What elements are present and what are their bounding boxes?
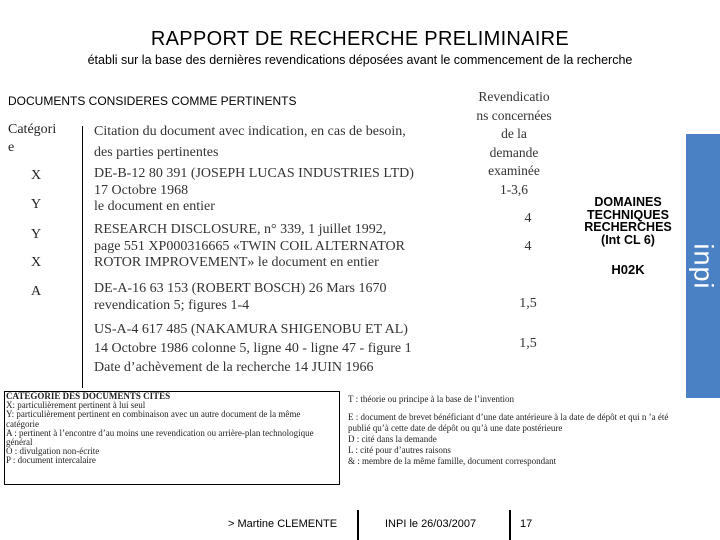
technical-domains-line: DOMAINES [594, 195, 662, 209]
category-code: X [30, 255, 42, 270]
legend-spacer [348, 405, 678, 412]
citation-line: DE-B-12 80 391 (JOSEPH LUCAS INDUSTRIES LTD) [94, 166, 414, 181]
legend-item: X: particulièrement pertinent à lui seul [6, 400, 146, 411]
column-header-claims-line: demande [489, 144, 539, 160]
column-header-claims [470, 88, 558, 199]
citation-entry [94, 222, 474, 272]
legend-item: E : document de brevet bénéficiant d’une date antérieure à la date de dépôt et qui n ’a été publié qu’à cette date de dépôt ou qu’à une date postérieure [348, 412, 669, 433]
column-header-category-line: e [8, 140, 15, 155]
column-header-claims-line: de la [501, 126, 527, 141]
inpi-logo-text: inpi [688, 242, 719, 290]
claims-value: 1,5 [519, 296, 537, 311]
citation-line: DE-A-16 63 153 (ROBERT BOSCH) 26 Mars 1670 [94, 281, 387, 296]
inpi-logo [686, 134, 720, 398]
legend-heading: CATEGORIE DES DOCUMENTS CITES [6, 391, 171, 401]
column-header-claims-line: 1-3,6 [499, 181, 529, 197]
citation-entry [94, 166, 474, 216]
column-header-claims-line: examinée [488, 163, 540, 178]
page-number: 17 [520, 518, 533, 530]
claims-value: 4 [524, 239, 532, 254]
footer-divider [357, 510, 359, 540]
page-title: RAPPORT DE RECHERCHE PRELIMINAIRE [150, 28, 570, 50]
legend-item: P : document intercalaire [6, 455, 96, 466]
claims-value: 1,5 [519, 336, 537, 351]
legend-item: L : cité pour d’autres raisons [348, 445, 451, 455]
technical-domains-line: (Int CL 6) [601, 232, 655, 247]
citation-line: revendication 5; figures 1-4 [94, 297, 250, 313]
footer-org-date: INPI le 26/03/2007 [385, 518, 477, 530]
legend-item: & : membre de la même famille, document correspondant [348, 456, 557, 466]
citation-line: 14 Octobre 1986 colonne 5, ligne 40 - ligne 47 - figure 1 [94, 341, 412, 356]
footer-divider [509, 510, 511, 540]
domain-code: H02K [611, 262, 645, 277]
citation-line: le document en entier [94, 199, 215, 214]
citation-line: page 551 XP000316665 «TWIN COIL ALTERNATOR [94, 238, 405, 254]
technical-domains-line: RECHERCHES [584, 220, 672, 234]
citation-entry [94, 281, 474, 314]
column-header-citation-line: des parties pertinentes [94, 145, 219, 160]
citation-entry [94, 320, 474, 377]
category-code: A [30, 284, 42, 299]
column-header-citation-line: Citation du document avec indication, en cas de besoin, [94, 124, 406, 139]
legend-item: T : théorie ou principe à la base de l’invention [348, 394, 515, 404]
category-code: X [30, 168, 42, 183]
column-header-claims-line: ns concernées [476, 107, 552, 123]
technical-domains [572, 196, 684, 246]
column-divider [82, 126, 83, 388]
citation-line: ROTOR IMPROVEMENT» le document en entier [94, 255, 379, 270]
legend-categories [6, 392, 331, 466]
column-header-category [8, 121, 56, 157]
legend-item: D : cité dans la demande [348, 434, 437, 444]
legend-references [348, 394, 678, 467]
category-code: Y [30, 227, 42, 242]
category-code: Y [30, 197, 42, 212]
citation-line: RESEARCH DISCLOSURE, n° 339, 1 juillet 1992, [94, 222, 387, 237]
technical-domains-line: TECHNIQUES [587, 207, 669, 222]
section-heading: DOCUMENTS CONSIDERES COMME PERTINENTS [8, 94, 297, 108]
legend-item: Y: particulièrement pertinent en combinaison avec un autre document de la même catégorie [6, 409, 301, 429]
column-header-claims-line: Revendicatio [478, 89, 550, 104]
claims-value: 4 [524, 211, 532, 226]
page-subtitle: établi sur la base des dernières revendications déposées avant le commencement de la recherche [87, 53, 633, 67]
legend-item: O : divulgation non-écrite [6, 446, 100, 457]
citation-line: US-A-4 617 485 (NAKAMURA SHIGENOBU ET AL) [94, 322, 408, 337]
citation-line: 17 Octobre 1968 [94, 182, 189, 198]
column-header-category-line: Catégori [8, 122, 57, 137]
footer-author: > Martine CLEMENTE [228, 518, 338, 530]
legend-item: A : pertinent à l’encontre d’au moins une revendication ou arrière-plan technologique général [6, 427, 314, 448]
citation-line: Date d’achèvement de la recherche 14 JUIN 1966 [94, 360, 374, 375]
column-header-citation [94, 121, 474, 163]
